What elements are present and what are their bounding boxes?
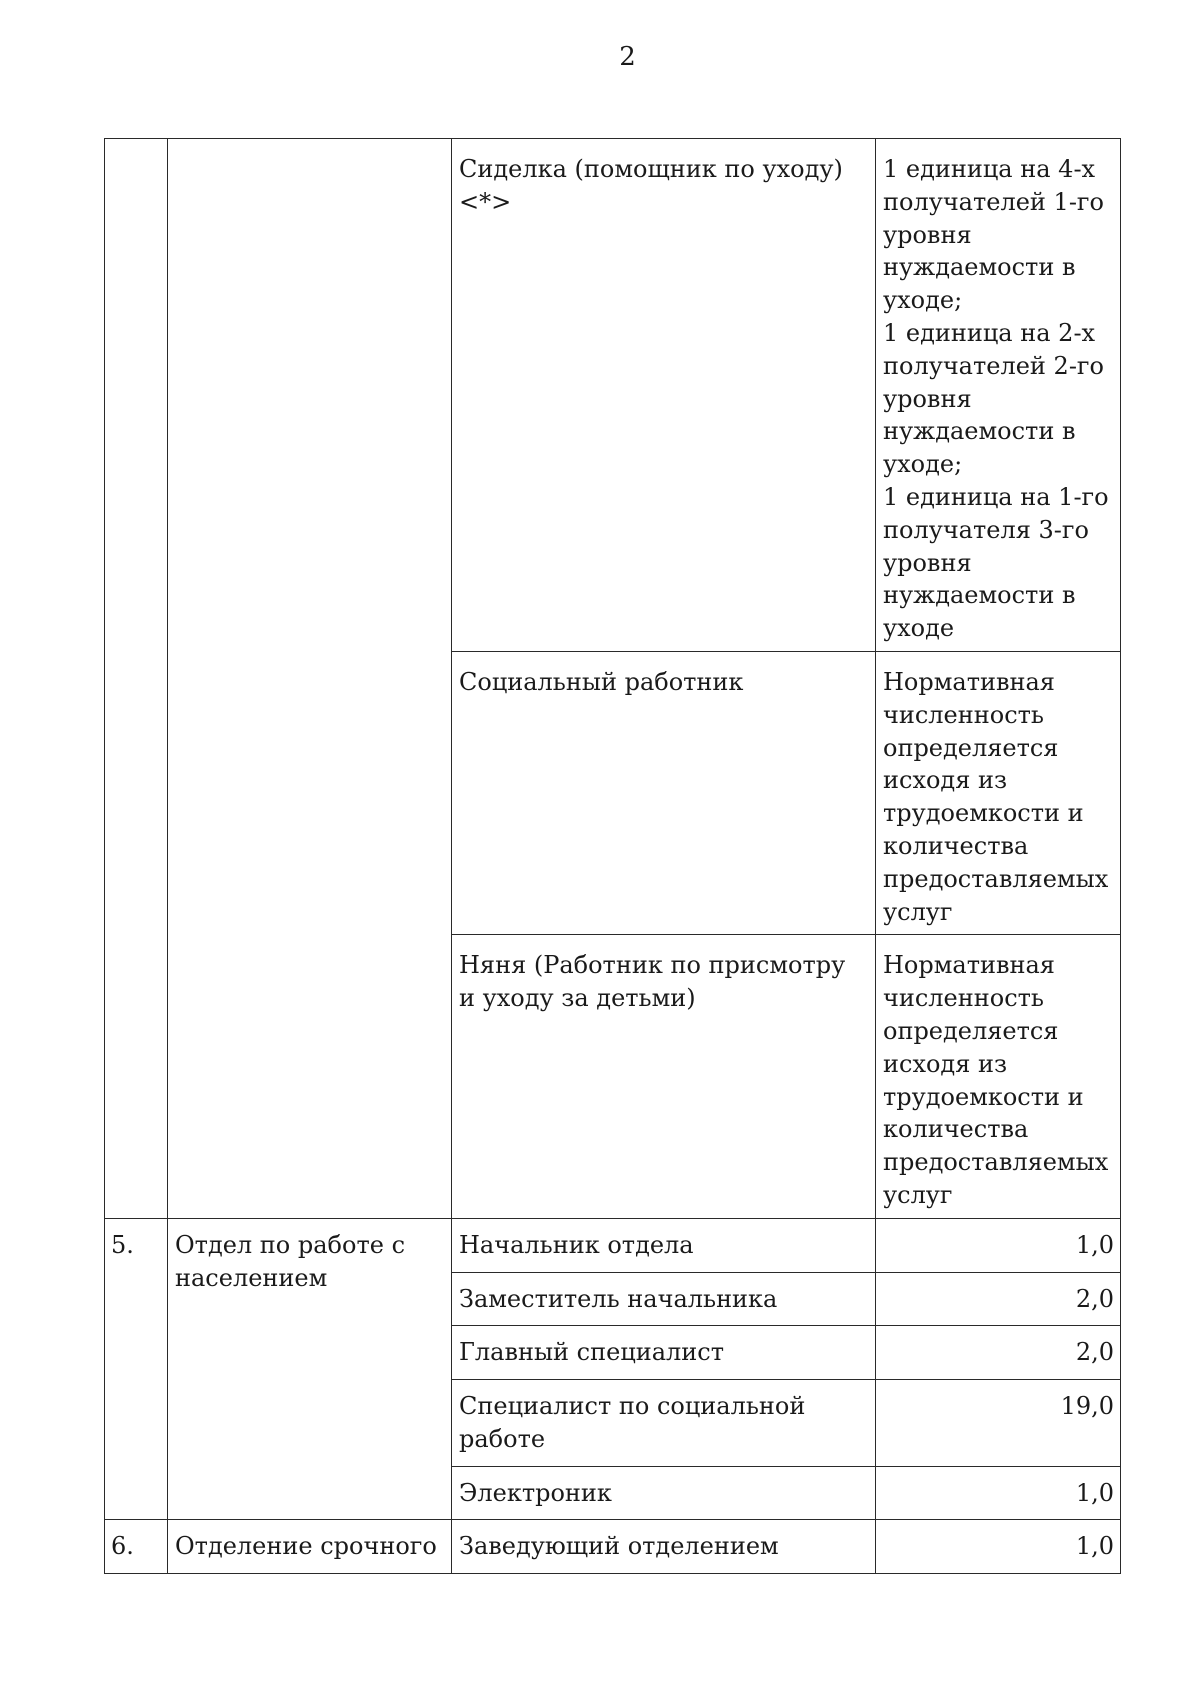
norm-line: получателей 1-го xyxy=(883,187,1104,216)
table-row xyxy=(105,1520,1121,1574)
norm-line: получателя 3-го xyxy=(883,515,1089,544)
norm-line: численность xyxy=(883,700,1044,729)
norm-line: услуг xyxy=(883,897,953,926)
staff-count-cell: 1,0 xyxy=(876,1218,1121,1272)
position-cell: Социальный работник xyxy=(452,651,876,934)
norm-line: исходя из xyxy=(883,1049,1008,1078)
norm-line: нуждаемости в xyxy=(883,417,1076,446)
position-cell: Начальник отдела xyxy=(452,1218,876,1272)
norm-line: 1 единица на 1-го xyxy=(883,482,1109,511)
norm-line: уровня xyxy=(883,220,972,249)
norm-line: трудоемкости и xyxy=(883,1082,1084,1111)
page-number: 2 xyxy=(619,42,636,72)
row-number-cell: 6. xyxy=(105,1520,168,1574)
norm-line: 1 единица на 2-х xyxy=(883,318,1096,347)
norm-line: определяется xyxy=(883,733,1059,762)
norm-line: количества xyxy=(883,831,1029,860)
norm-line: уходе xyxy=(883,614,955,643)
norm-line: трудоемкости и xyxy=(883,799,1084,828)
staff-count-cell: 2,0 xyxy=(876,1272,1121,1326)
norm-line: уровня xyxy=(883,548,972,577)
position-cell: Электроник xyxy=(452,1466,876,1520)
norm-line: уходе; xyxy=(883,450,963,479)
norm-line: определяется xyxy=(883,1016,1059,1045)
staff-count-cell: 1,0 xyxy=(876,1520,1121,1574)
position-cell: Няня (Работник по присмотру и уходу за детьми) xyxy=(452,935,876,1218)
table-row xyxy=(105,1218,1121,1272)
norm-line: нуждаемости в xyxy=(883,253,1076,282)
norm-line: получателей 2-го xyxy=(883,351,1104,380)
norm-line: услуг xyxy=(883,1180,953,1209)
staff-count-cell: 2,0 xyxy=(876,1326,1121,1380)
position-cell: Заместитель начальника xyxy=(452,1272,876,1326)
row-number-cell: 5. xyxy=(105,1218,168,1520)
department-cell: Отдел по работе с населением xyxy=(168,1218,452,1520)
position-cell: Сиделка (помощник по уходу) <*> xyxy=(452,139,876,652)
norm-line: Нормативная xyxy=(883,951,1055,980)
row-number-cell xyxy=(105,139,168,1219)
norm-line: уходе; xyxy=(883,286,963,315)
position-cell: Главный специалист xyxy=(452,1326,876,1380)
staffing-norm-cell xyxy=(876,139,1121,652)
norm-line: уровня xyxy=(883,384,972,413)
position-cell: Специалист по социальной работе xyxy=(452,1380,876,1467)
norm-line: количества xyxy=(883,1115,1029,1144)
department-cell: Отделение срочного xyxy=(168,1520,452,1574)
norm-line: Нормативная xyxy=(883,667,1055,696)
norm-line: 1 единица на 4-х xyxy=(883,155,1096,183)
staffing-norm-cell xyxy=(876,935,1121,1218)
staff-count-cell: 19,0 xyxy=(876,1380,1121,1467)
department-cell xyxy=(168,139,452,1219)
norm-line: численность xyxy=(883,984,1044,1013)
norm-line: предоставляемых xyxy=(883,864,1109,893)
norm-line: нуждаемости в xyxy=(883,581,1076,610)
norm-line: предоставляемых xyxy=(883,1148,1109,1177)
staff-table xyxy=(104,138,1121,1574)
position-cell: Заведующий отделением xyxy=(452,1520,876,1574)
norm-line: исходя из xyxy=(883,766,1008,795)
table-row xyxy=(105,139,1121,652)
staffing-norm-cell xyxy=(876,651,1121,934)
staff-count-cell: 1,0 xyxy=(876,1466,1121,1520)
